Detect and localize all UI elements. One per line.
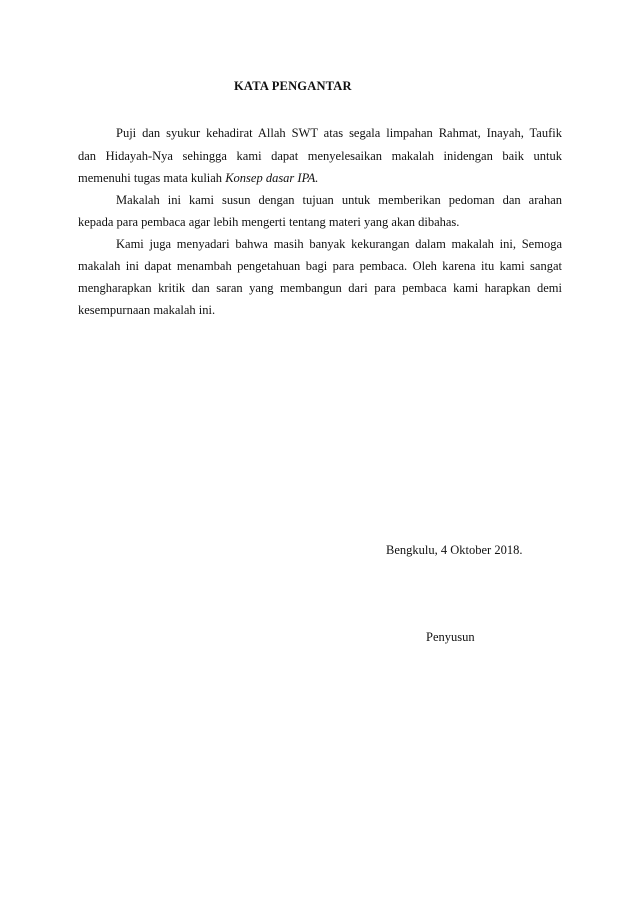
signature-author: Penyusun [426,630,475,644]
paragraph-3-line-1: Kami juga menyadari bahwa masih banyak kekurangan dalam makalah ini, Semoga [116,237,562,251]
course-name: Konsep dasar IPA. [225,171,319,185]
paragraph-3-line-3: mengharapkan kritik dan saran yang membangun dari para pembaca kami harapkan demi [78,281,562,295]
signature-place-date: Bengkulu, 4 Oktober 2018. [386,543,523,557]
paragraph-3-line-2: makalah ini dapat menambah pengetahuan bagi para pembaca. Oleh karena itu kami sangat [78,259,562,273]
paragraph-2-line-1: Makalah ini kami susun dengan tujuan untuk memberikan pedoman dan arahan [116,193,562,207]
paragraph-1-line-3 [78,170,562,186]
paragraph-1-line-1: Puji dan syukur kehadirat Allah SWT atas segala limpahan Rahmat, Inayah, Taufik [116,126,562,140]
paragraph-1-line-2: dan Hidayah-Nya sehingga kami dapat menyelesaikan makalah inidengan baik untuk [78,149,562,163]
paragraph-3-line-4: kesempurnaan makalah ini. [78,303,216,317]
paragraph-1-line-3-text: memenuhi tugas mata kuliah [78,171,226,185]
paragraph-2-line-2: kepada para pembaca agar lebih mengerti tentang materi yang akan dibahas. [78,215,460,229]
page-title: KATA PENGANTAR [234,79,352,93]
